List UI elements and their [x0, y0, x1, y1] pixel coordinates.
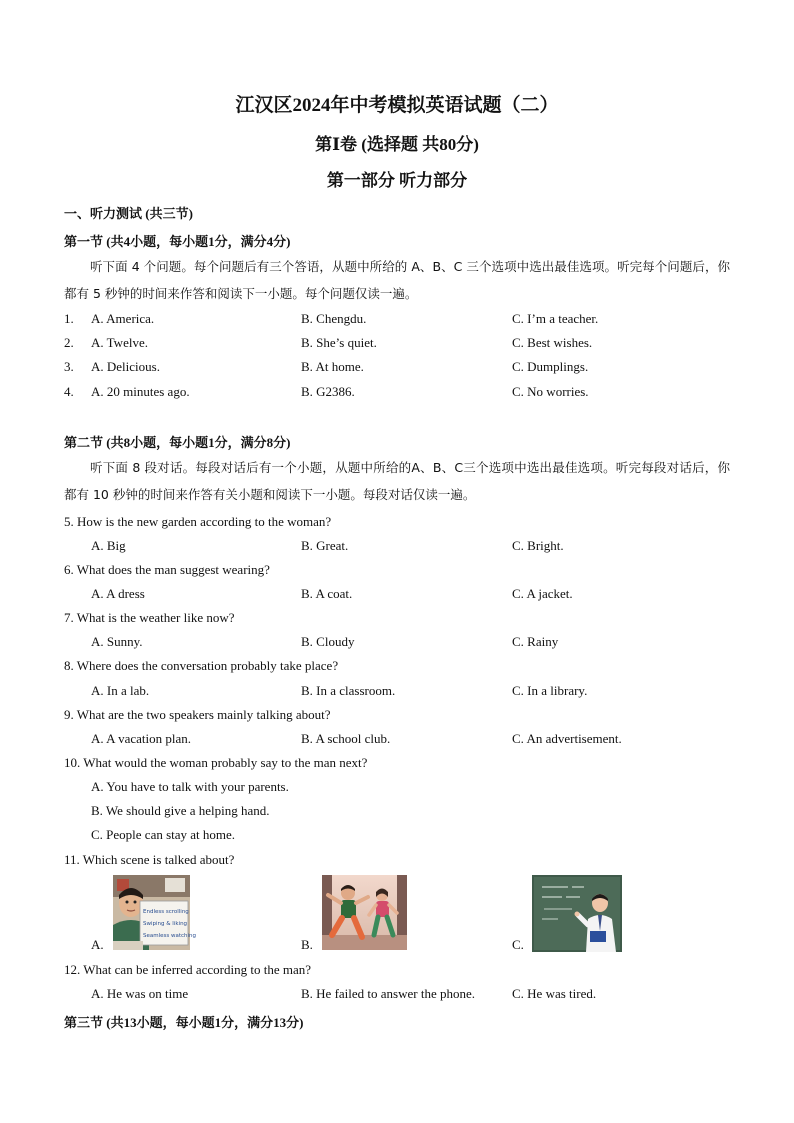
q12-option-c: C. He was tired.	[512, 986, 597, 1001]
option-a: A. America.	[91, 311, 155, 326]
scene-a-image	[113, 875, 197, 950]
question-11-stem: 11. Which scene is talked about?	[64, 852, 235, 867]
q7-option-a: A. Sunny.	[91, 634, 143, 649]
q8-option-c: C. In a library.	[512, 683, 588, 698]
q6-option-a: A. A dress	[91, 586, 145, 601]
q6-option-b: B. A coat.	[301, 586, 353, 601]
question-5-stem: 5. How is the new garden according to the woman?	[64, 514, 332, 529]
question-row-2	[64, 335, 744, 353]
board-line-1: Endless scrolling	[143, 909, 189, 915]
scene-b-image	[322, 875, 407, 950]
exam-title: 江汉区2024年中考模拟英语试题（二）	[235, 95, 559, 116]
q5-option-a: A. Big	[91, 538, 126, 553]
option-a: A. Delicious.	[91, 359, 160, 374]
q9-option-a: A. A vacation plan.	[91, 731, 192, 746]
q9-option-c: C. An advertisement.	[512, 731, 622, 746]
question-number: 4.	[64, 384, 74, 399]
section1-heading: 第一节 (共4小题，每小题1分，满分4分)	[64, 234, 291, 249]
part-title: 第一部分 听力部分	[326, 171, 468, 190]
section-main-heading: 一、听力测试 (共三节)	[64, 206, 193, 221]
option-b: B. She’s quiet.	[301, 335, 377, 350]
option-c: C. I’m a teacher.	[512, 311, 599, 326]
q12-option-b: B. He failed to answer the phone.	[301, 986, 476, 1001]
question-7-stem: 7. What is the weather like now?	[64, 610, 235, 625]
board-line-3: Seamless watching	[143, 933, 197, 939]
q10-option-a: A. You have to talk with your parents.	[91, 779, 289, 794]
question-12-stem: 12. What can be inferred according to the man?	[64, 962, 312, 977]
option-c: C. Best wishes.	[512, 335, 593, 350]
question-row-4	[64, 384, 744, 402]
q12-option-a: A. He was on time	[91, 986, 189, 1001]
q10-option-c: C. People can stay at home.	[91, 827, 236, 842]
section1-instruction: 听下面 4 个问题。每个问题后有三个答语，从题中所给的 A、B、C 三个选项中选出最佳选项。听完每个问题后，你都有 5 秒钟的时间来作答和阅读下一小题。每个问题仅读一遍。	[64, 259, 730, 301]
option-a: A. 20 minutes ago.	[91, 384, 190, 399]
question-number: 1.	[64, 311, 74, 326]
board-line-2: Swiping & liking	[143, 921, 188, 927]
q8-option-b: B. In a classroom.	[301, 683, 396, 698]
option-b: B. At home.	[301, 359, 364, 374]
scene-c-image	[532, 875, 622, 952]
q9-option-b: B. A school club.	[301, 731, 391, 746]
q11-option-c-label: C.	[512, 937, 524, 952]
q5-option-c: C. Bright.	[512, 538, 564, 553]
question-row-3	[64, 359, 744, 377]
q10-option-b: B. We should give a helping hand.	[91, 803, 270, 818]
section3-heading: 第三节 (共13小题，每小题1分，满分13分)	[64, 1015, 304, 1030]
q11-option-b-label: B.	[301, 937, 313, 952]
volume-title: 第Ⅰ卷 (选择题 共80分)	[315, 135, 479, 154]
option-a: A. Twelve.	[91, 335, 148, 350]
question-6-stem: 6. What does the man suggest wearing?	[64, 562, 270, 577]
section2-heading: 第二节 (共8小题，每小题1分，满分8分)	[64, 435, 291, 450]
option-b: B. G2386.	[301, 384, 355, 399]
option-b: B. Chengdu.	[301, 311, 367, 326]
question-9-stem: 9. What are the two speakers mainly talking about?	[64, 707, 331, 722]
question-8-stem: 8. Where does the conversation probably take place?	[64, 658, 339, 673]
section2-instruction: 听下面 8 段对话。每段对话后有一个小题，从题中所给的A、B、C三个选项中选出最佳选项。听完每段对话后，你都有 10 秒钟的时间来作答有关小题和阅读下一小题。每段对话仅读一遍。	[64, 460, 730, 502]
question-10-stem: 10. What would the woman probably say to the man next?	[64, 755, 368, 770]
q7-option-b: B. Cloudy	[301, 634, 355, 649]
question-number: 2.	[64, 335, 74, 350]
question-row-1	[64, 311, 744, 329]
q6-option-c: C. A jacket.	[512, 586, 573, 601]
q11-option-a-label: A.	[91, 937, 104, 952]
q7-option-c: C. Rainy	[512, 634, 559, 649]
question-number: 3.	[64, 359, 74, 374]
q8-option-a: A. In a lab.	[91, 683, 150, 698]
option-c: C. No worries.	[512, 384, 589, 399]
option-c: C. Dumplings.	[512, 359, 589, 374]
q5-option-b: B. Great.	[301, 538, 349, 553]
